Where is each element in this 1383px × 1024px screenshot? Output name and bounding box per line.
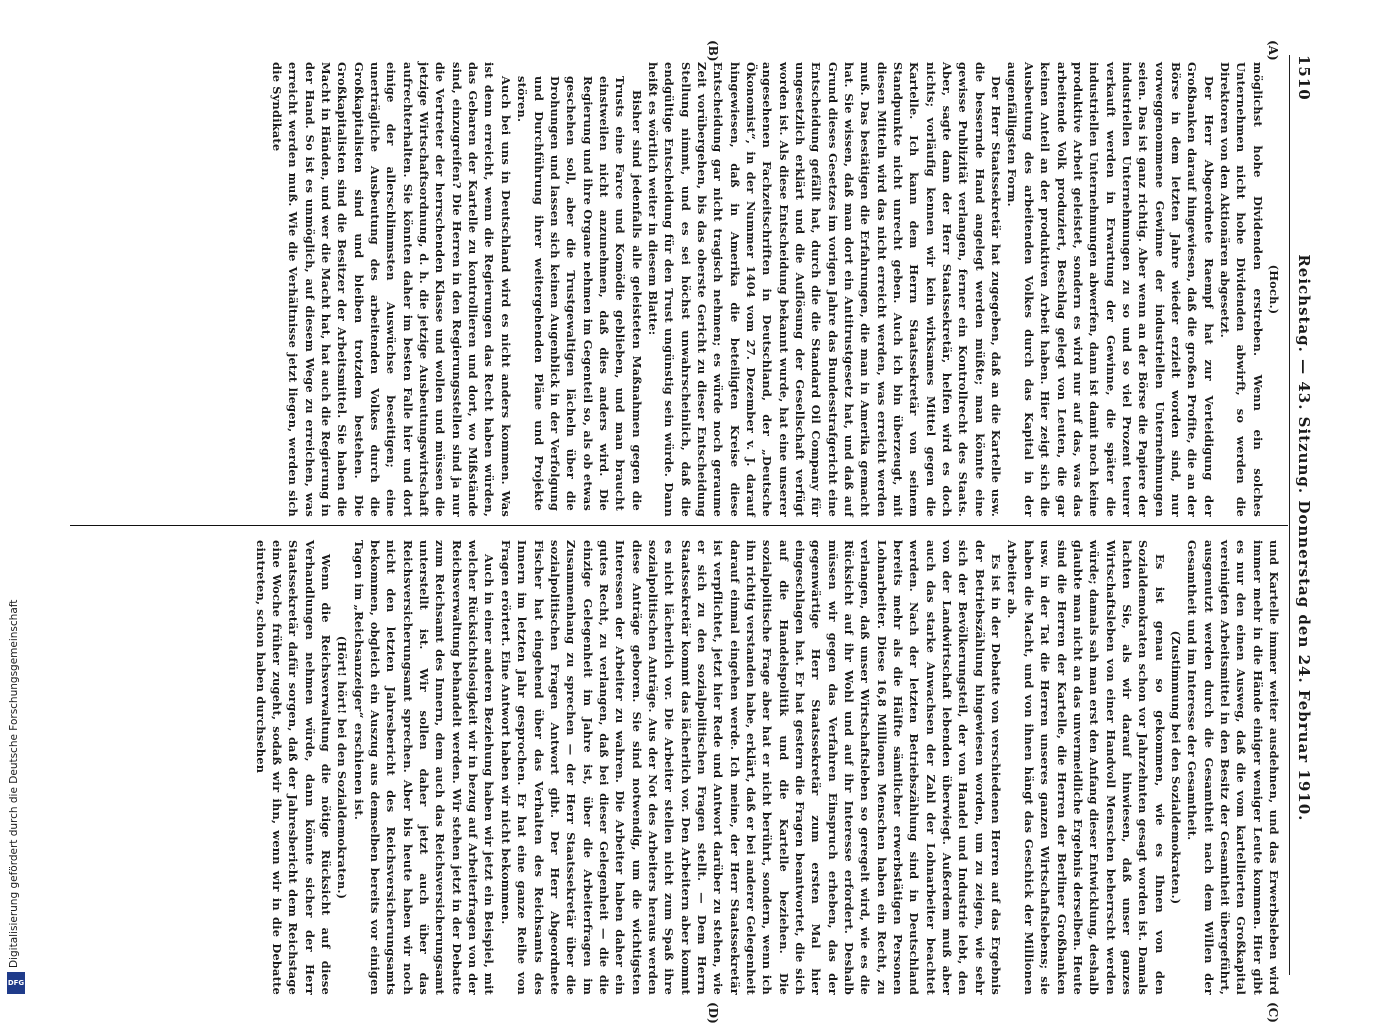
margin-marker-c: (C)	[1266, 1002, 1280, 1023]
funding-note: Digitalisierung gefördert durch die Deutsche Forschungsgemeinschaft	[8, 599, 20, 968]
left-column	[269, 62, 1282, 517]
margin-marker-b: (B)	[706, 40, 720, 62]
header-rule	[1289, 55, 1290, 975]
paragraph: Es ist genau so gekommen, wie es Ihnen von den Sozialdemokraten schon vor Jahrzehnten gesagt worden ist. Damals lachten Sie, als wir darauf hinwiesen, daß unser ganzes Wirtschaftsleben von einer Handvoll Menschen beherrscht werden würde; damals sah man erst den Anfang dieser Entwicklung, deshalb glaubte man nicht an das unvermeidliche Ergebnis derselben. Heute sind die Herren der Kartelle, die Herren der Berliner Großbanken usw. in der Tat die Herren unseres ganzen Wirtschaftslebens; sie haben die Macht, und von ihnen hängt das Geschick der Millionen Arbeiter ab.	[1005, 540, 1167, 995]
paragraph: und Kartelle immer weiter ausdehnen, und das Erwerbsleben wird immer mehr in die Hände einiger weniger Leute kommen. Hier gibt es nur den einen Ausweg, daß die vom kartellierten Großkapital vereinigten Arbeitsmittel in den Besitz der Gesamtheit übergeführt, ausgenutzt werden durch die Gesamtheit nach dem Willen der Gesamtheit und im Interesse der Gesamtheit.	[1185, 540, 1281, 995]
paragraph: Der Herr Abgeordnete Raempf hat zur Verteidigung der Großbanken darauf hingewiesen, daß die großen Profite, die an der Börse in dem letzten Jahre wieder erzielt worden sind, nur vorweggenommene Gewinne der industriellen Unternehmungen seien. Das ist ganz richtig. Aber wenn an der Börse die Papiere der industriellen Unternehmungen zu so und so viel Prozent teurer verkauft werden in Erwartung der Gewinne, die später die industriellen Unternehmungen abwerfen, dann ist damit noch keine produktive Arbeit geleistet, sondern es wird nur auf das, was das arbeitende Volk produziert, Beschlag gelegt von Leuten, die gar keinen Anteil an der produktiven Arbeit haben. Hier zeigt sich die Ausbeutung des arbeitenden Volkes durch das Kapital in der augenfälligsten Form.	[1005, 62, 1216, 517]
quoted-paragraph: Bisher sind jedenfalls alle geleisteten Maßnahmen gegen die Trusts eine Farce und Komödie geblieben, und man braucht einstweilen nicht anzunehmen, daß dies anders wird. Die Regierung und ihre Organe nehmen im Gegenteil so, als ob etwas geschehen soll, aber die Trustgewaltigen lächeln über die Drohungen und lassen sich keinen Augenblick in der Verfolgung und Durchführung ihrer weitergehenden Pläne und Projekte stören.	[515, 76, 644, 511]
dfg-logo: DFG	[7, 972, 25, 994]
right-column	[252, 540, 1282, 995]
paragraph: Der Herr Staatssekretär hat zugegeben, daß an die Kartelle usw. die bessernde Hand angelegt werden müßte; man könnte eine gewisse Publizität verlangen, ferner ein Kontrollrecht des Staats. Aber, sagte dann der Herr Staatssekretär, helfen wird es doch nichts; vorläufig kennen wir kein wirksames Mittel gegen die Kartelle. Ich kann dem Herrn Staatssekretär von seinem Standpunkte nicht unrecht geben. Auch ich bin überzeugt, mit diesen Mitteln wird das nicht erreicht werden, was erreicht werden muß. Das bestätigen die Erfahrungen, die man in Amerika gemacht hat. Sie wissen, daß man dort ein Antitrustgesetz hat, und daß auf Grund dieses Gesetzes im vorigen Jahre das Bundesstrafgericht eine Entscheidung gefällt hat, durch die die Standard Oil Company für ungesetzlich erklärt und die Auflösung der Gesellschaft verfügt worden ist. Als diese Entscheidung bekannt wurde, hat eine unserer angesehenen Fachzeitschriften in Deutschland, der „Deutsche Ökonomist“, in der Nummer 1404 vom 27. Dezember v. J. darauf hingewiesen, daß in Amerika die beteiligten Kreise diese Entscheidung gar nicht tragisch nehmen; es würde noch geraume Zeit vorübergehen, bis das oberste Gericht zu dieser Entscheidung Stellung nimmt, und es sei höchst unwahrscheinlich, daß die endgültige Entscheidung für den Trust ungünstig sein würde. Dann heißt es wörtlich weiter in diesem Blatte:	[645, 62, 1004, 517]
paragraph: möglichst hohe Dividenden erstreben. Wenn ein solches Unternehmen nicht hohe Dividenden abwirft, so werden die Direktoren von den Aktionären abgesetzt.	[1217, 62, 1265, 517]
margin-marker-d: (D)	[706, 1002, 720, 1024]
paragraph: Es ist in der Debatte von verschiedenen Herren auf das Ergebnis der Betriebszählung hingewiesen worden, um zu zeigen, wie sehr sich der Bevölkerungsteil, der von Handel und Industrie lebt, den von der Landwirtschaft lebenden überwiegt. Außerdem muß aber auch das starke Anwachsen der Zahl der Lohnarbeiter beachtet werden. Nach der letzten Betriebszählung sind in Deutschland bereits mehr als die Hälfte sämtlicher erwerbstätigen Personen Lohnarbeiter. Diese 16,8 Millionen Menschen haben ein Recht, zu verlangen, daß unser Wirtschaftsleben so geregelt wird, wie es die Rücksicht auf ihr Wohl und auf ihr Interesse erfordert. Deshalb müssen wir gegen das Verfahren Einspruch erheben, das der gegenwärtige Herr Staatssekretär zum ersten Mal hier eingeschlagen hat. Er hat gestern die Fragen beantwortet, die sich auf die Handelspolitik und die Kartelle beziehen. Die sozialpolitische Frage aber hat er nicht berührt, sondern, wenn ich ihn richtig verstanden habe, erklärt, daß er bei anderer Gelegenheit darauf einmal eingehen werde. Ich meine, der Herr Staatssekretär ist verpflichtet, jetzt hier Rede und Antwort darüber zu stehen, wie er sich zu den sozialpolitischen Fragen stellt. — Dem Herrn Staatssekretär kommt das lächerlich vor. Den Arbeitern aber kommt es nicht lächerlich vor. Die Arbeiter stellen nicht zum Spaß ihre sozialpolitischen Anträge. Aus der Not des Arbeiters heraus werden diese Anträge geboren. Sie sind notwendig, um die wichtigsten Interessen der Arbeiter zu wahren. Die Arbeiter haben daher ein gutes Recht, zu verlangen, daß bei dieser Gelegenheit — die die einzige Gelegenheit im Jahre ist, über die Arbeiterfragen im Zusammenhang zu sprechen — der Herr Staatssekretär über die sozialpolitischen Fragen Antwort gibt. Der Herr Abgeordnete Fischer hat eingehend über das Verhalten des Reichsamts des Innern im letzten Jahr gesprochen. Er hat eine ganze Reihe von Fragen erörtert. Eine Antwort haben wir nicht bekommen.	[498, 540, 1004, 995]
paragraph: Auch bei uns in Deutschland wird es nicht anders kommen. Was ist denn erreicht, wenn die Regierungen das Recht haben würden, das Gebaren der Kartelle zu kontrollieren und dort, wo Mißstände sind, einzugreifen? Die Herren in den Regierungsstellen sind ja nur die Vertreter der herrschenden Klasse und wollen und müssen die jetzige Wirtschaftsordnung, d. h. die jetzige Ausbeutungswirtschaft aufrechterhalten. Sie könnten daher im besten Falle hier und dort einige der allerschlimmsten Auswüchse beseitigen; eine unerträgliche Ausbeutung des arbeitenden Volkes durch die Großkapitalisten sind und bleiben trotzdem bestehen. Die Großkapitalisten sind die Besitzer der Arbeitsmittel. Sie haben die Macht in Händen, und wer die Macht hat, hat auch die Regierung in der Hand. So ist es unmöglich, auf diesem Wege zu erreichen, was erreicht werden muß. Wie die Verhältnisse jetzt liegen, werden sich die Syndikate	[270, 62, 513, 517]
interjection: (Zustimmung bei den Sozialdemokraten.)	[1168, 630, 1183, 905]
page-number: 1510	[1295, 55, 1313, 101]
document-page	[30, 0, 1320, 1024]
footer-strip	[4, 600, 30, 996]
paragraph: Wenn die Reichsverwaltung die nötige Rücksicht auf diese Verhandlungen nehmen würde, dann könnte sicher der Herr Staatssekretär dafür sorgen, daß der Jahresbericht dem Reichstage eine Woche früher zugeht, sodaß wir ihn, wenn wir in die Debatte eintreten, schon haben durchsehen	[253, 540, 334, 995]
interjection: (Hört! hört! bei den Sozialdemokraten.)	[335, 635, 350, 900]
paragraph: Auch in einer anderen Beziehung haben wir jetzt ein Beispiel, mit welcher Rücksichtslosigkeit wir in bezug auf Arbeiterfragen von der Reichsverwaltung behandelt werden. Wir stehen jetzt in der Debatte zum Reichsamt des Innern, dem auch das Reichsversicherungsamt unterstellt ist. Wir sollen daher jetzt auch über das Reichsversicherungsamt sprechen. Aber bis heute haben wir noch nicht den letzten Jahresbericht des Reichsversicherungsamts bekommen, obgleich ein Auszug aus demselben bereits vor einigen Tagen im „Reichsanzeiger“ erschienen ist.	[351, 540, 497, 995]
speaker-name: (Hoch.)	[1267, 264, 1281, 315]
column-divider	[70, 525, 1288, 526]
page-header	[1292, 55, 1316, 975]
margin-marker-a: (A)	[1266, 40, 1280, 61]
page-title: Reichstag. — 43. Sitzung. Donnerstag den 24. Februar 1910.	[1295, 254, 1313, 822]
